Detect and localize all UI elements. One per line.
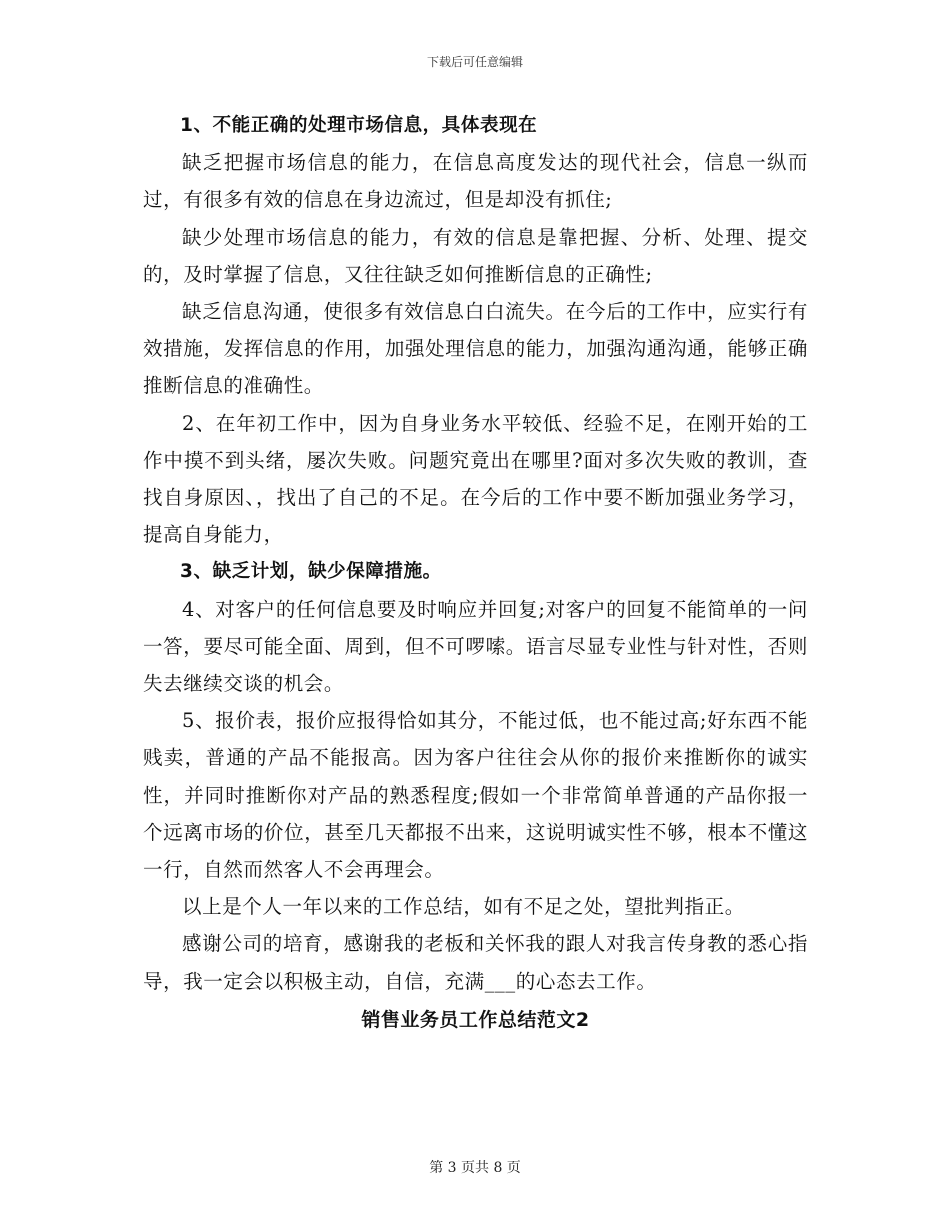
body-paragraph: 缺乏信息沟通，使很多有效信息白白流失。在今后的工作中，应实行有效措施，发挥信息的作用，加强处理信息的能力，加强沟通沟通，能够正确推断信息的准确性。 xyxy=(143,300,808,398)
heading-item-3: 3、缺乏计划，缺少保障措施。 xyxy=(180,561,442,583)
body-paragraph: 4、对客户的任何信息要及时响应并回复;对客户的回复不能简单的一问一答，要尽可能全面、周到，但不可啰嗦。语言尽显专业性与针对性，否则失去继续交谈的机会。 xyxy=(143,597,808,696)
body-paragraph: 感谢公司的培育，感谢我的老板和关怀我的跟人对我言传身教的悉心指导，我一定会以积极主动，自信，充满___的心态去工作。 xyxy=(143,932,808,993)
page-header: 下载后可任意编辑 xyxy=(426,55,523,69)
body-paragraph: 缺少处理市场信息的能力，有效的信息是靠把握、分析、处理、提交的，及时掌握了信息，又往往缺乏如何推断信息的正确性; xyxy=(143,225,808,286)
document-body xyxy=(143,107,808,1039)
body-paragraph: 以上是个人一年以来的工作总结，如有不足之处，望批判指正。 xyxy=(182,895,745,919)
section-title: 销售业务员工作总结范文2 xyxy=(361,1008,590,1031)
body-paragraph: 缺乏把握市场信息的能力，在信息高度发达的现代社会，信息一纵而过，有很多有效的信息在身边流过，但是却没有抓住; xyxy=(143,151,808,212)
body-paragraph: 5、报价表，报价应报得恰如其分，不能过低，也不能过高;好东西不能贱卖，普通的产品不能报高。因为客户往往会从你的报价来推断你的诚实性，并同时推断你对产品的熟悉程度;假如一个非常简单普通的产品你报一个远离市场的价位，甚至几天都报不出来，这说明诚实性不够，根本不懂这一行，自然而然客人不会再理会。 xyxy=(143,709,808,882)
heading-item-1: 1、不能正确的处理市场信息，具体表现在 xyxy=(180,115,538,136)
body-paragraph: 2、在年初工作中，因为自身业务水平较低、经验不足，在刚开始的工作中摸不到头绪，屡次失败。问题究竟出在哪里?面对多次失败的教训，查找自身原因、，找出了自己的不足。在今后的工作中要不断加强业务学习，提高自身能力， xyxy=(143,411,808,547)
page-footer: 第 3 页共 8 页 xyxy=(429,1160,521,1176)
